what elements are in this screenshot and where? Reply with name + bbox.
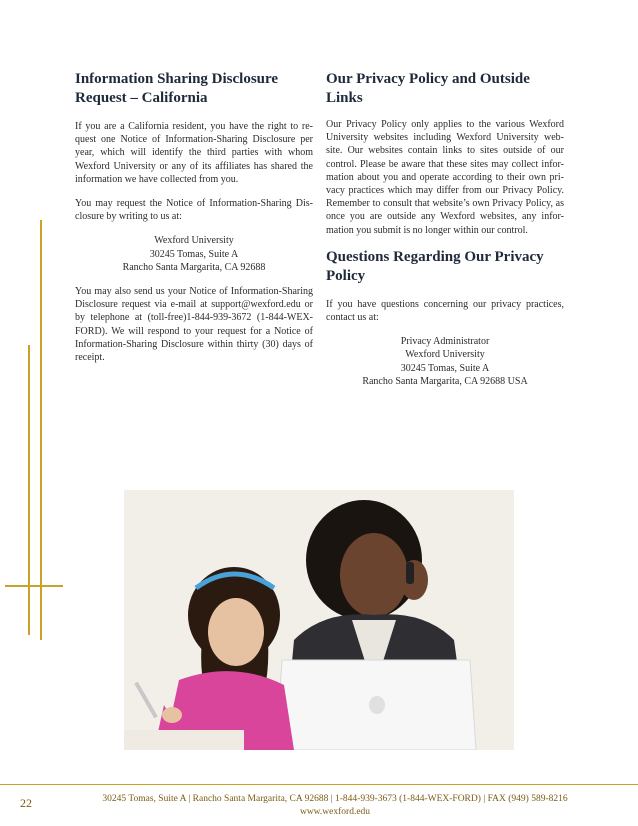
photo-illustration	[124, 490, 514, 750]
right-column	[326, 70, 564, 399]
address-line: 30245 Tomas, Suite A	[149, 248, 239, 260]
right-heading-2: Questions Regarding Our Privacy Policy	[326, 248, 544, 284]
footer-divider	[0, 784, 638, 785]
decorative-vertical-line-2	[28, 345, 30, 635]
page-number: 22	[20, 796, 32, 810]
right-heading-1: Our Privacy Policy and Outside Links	[326, 71, 530, 106]
left-column	[75, 70, 313, 375]
footer-website-link[interactable]: www.wexford.edu	[299, 807, 371, 817]
left-heading: Information Sharing Disclosure Request – California	[75, 71, 279, 106]
photo-mother-daughter	[124, 490, 514, 750]
address-line: 30245 Tomas, Suite A	[400, 362, 490, 374]
right-paragraph-2: If you have questions concerning our privacy practices, contact us at:	[326, 298, 564, 324]
left-paragraph-3: You may also send us your Notice of Information-Sharing Disclosure request via e-mail at support@wexford.edu or by telephone at (toll-free)1-844-939-3672 (1-844-WEX-FORD). We will respond to your request for a Notice of Information-Sharing Disclosure within thirty (30) days of receipt.	[75, 286, 313, 364]
address-line: Rancho Santa Margarita, CA 92688 USA	[362, 375, 528, 387]
left-paragraph-1: If you are a California resident, you have the right to re-quest one Notice of Information-Sharing Disclosure per year, which will identify the third parties with whom Wexford University or any of its affiliates has shared the information we have collected from you.	[75, 121, 313, 185]
left-address	[75, 234, 313, 274]
right-address	[326, 335, 564, 388]
footer-address: 30245 Tomas, Suite A | Rancho Santa Margarita, CA 92688 | 1-844-939-3673 (1-844-WEX-FORD) | FAX (949) 589-8216	[102, 794, 568, 804]
address-line: Wexford University	[405, 349, 485, 361]
address-line: Privacy Administrator	[400, 336, 490, 348]
footer	[50, 793, 620, 819]
right-paragraph-1: Our Privacy Policy only applies to the various Wexford University websites including Wexford University web-site. Our websites contain links to sites outside of our control. Please be aware that these sites may collect infor-mation about you and operate according to their own pri-vacy practices which may differ from our Privacy Policy. Remember to consult that website’s own Privacy Policy, as once you are outside any Wexford websites, any infor-mation you submit is no longer within our control.	[326, 119, 564, 236]
left-paragraph-2: You may request the Notice of Information-Sharing Dis-closure by writing to us at:	[75, 198, 313, 223]
decorative-horizontal-line	[5, 585, 63, 587]
address-line: Rancho Santa Margarita, CA 92688	[122, 261, 266, 273]
address-line: Wexford University	[154, 235, 234, 247]
decorative-vertical-line-1	[40, 220, 42, 640]
